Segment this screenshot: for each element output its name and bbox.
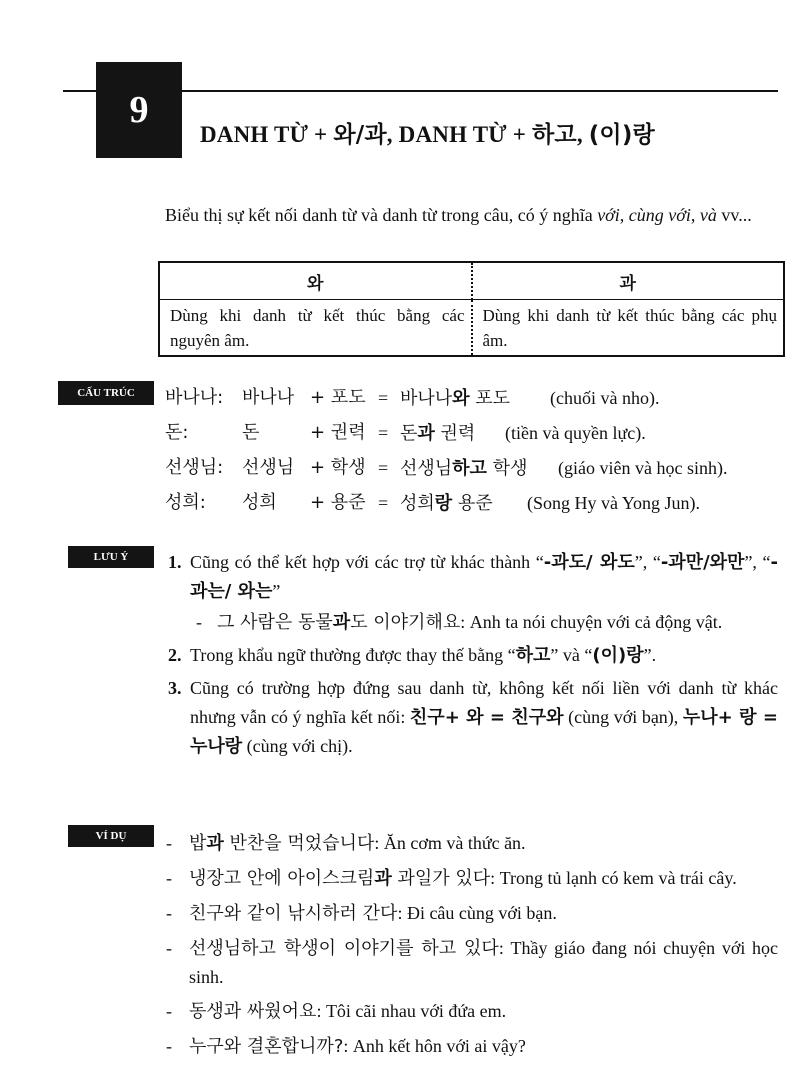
structure-result-pre: 바나나 [400, 388, 453, 409]
structure-result-particle: 과 [417, 423, 435, 444]
note-item-2 [168, 641, 778, 670]
intro-italic-2: cùng với [628, 205, 691, 225]
example-meaning: : Anh kết hôn với ai vậy? [343, 1036, 526, 1056]
example-korean: 친구와 같이 낚시하러 간다 [189, 903, 398, 924]
intro-paragraph [165, 202, 777, 229]
comparison-table [158, 261, 785, 357]
intro-italic-3: và [699, 205, 717, 225]
note-particle: 하고 [515, 645, 551, 666]
intro-sep-2: , [690, 205, 700, 225]
structure-plus: + 용준 [310, 492, 366, 513]
structure-result-pre: 성희 [400, 493, 435, 514]
list-item [166, 864, 778, 893]
note-text: Cũng có trường hợp đứng sau danh từ, không kết nối liền với danh từ khác nhưng vẫn có ý nghĩa kết nối: [190, 678, 778, 727]
table-header-row [159, 262, 784, 300]
structure-result-post: 포도 [469, 388, 511, 409]
structure-result-post: 학생 [486, 458, 528, 479]
example-korean: 동생과 싸웠어요 [189, 1001, 317, 1022]
structure-result [400, 488, 493, 519]
subexample-meaning: : Anh ta nói chuyện với cả động vật. [460, 612, 723, 632]
structure-result-pre: 선생님 [400, 458, 453, 479]
list-item [166, 997, 778, 1026]
note-text-2: (cùng với bạn), [563, 707, 683, 727]
note-particle: -과만/와만 [660, 552, 745, 573]
structure-base: 선생님 [242, 457, 295, 478]
title-korean-3: (이)랑 [588, 122, 655, 148]
list-item [166, 1032, 778, 1061]
structure-plus: + 학생 [310, 457, 366, 478]
intro-sep-1: , [619, 205, 629, 225]
note-subexample [190, 608, 778, 637]
table-header-wa: 와 [159, 262, 472, 300]
title-part1: DANH TỪ + [200, 122, 334, 147]
note-particle: -과는/ 와는 [190, 552, 778, 602]
title-korean-2: 하고 [531, 122, 577, 148]
intro-italic-1: với [597, 205, 620, 225]
lesson-title [200, 116, 655, 149]
label-example: VÍ DỤ [68, 825, 154, 847]
structure-word: 성희: [165, 492, 206, 513]
structure-equals: = [378, 423, 389, 443]
structure-word: 선생님: [165, 457, 224, 478]
structure-result-particle: 와 [452, 388, 470, 409]
note-example-1: 친구+ 와 = 친구와 [409, 707, 564, 728]
example-meaning: : Ăn cơm và thức ăn. [374, 833, 526, 853]
example-meaning: : Thầy giáo đang nói chuyện với học sinh. [189, 938, 779, 987]
title-part2: , DANH TỪ + [386, 122, 532, 147]
note-text-3: (cùng với chị). [242, 736, 353, 756]
table-header-gwa: 과 [472, 262, 785, 300]
note-item-3 [168, 674, 778, 761]
notes-list [168, 548, 778, 765]
note-item-1 [168, 548, 778, 637]
dash-bullet: - [166, 903, 172, 923]
list-item [166, 934, 778, 991]
note-number: 3. [168, 678, 182, 698]
structure-base: 바나나 [242, 387, 295, 408]
subexample-particle: 과 [332, 612, 351, 633]
table-cell-vowel: Dùng khi danh từ kết thúc bằng các nguyên âm. [170, 306, 465, 350]
example-meaning: : Tôi cãi nhau với đứa em. [316, 1001, 507, 1021]
example-korean-rest: 반찬을 먹었습니다 [223, 833, 375, 854]
example-korean: 밥 [189, 833, 207, 854]
note-sep: ” và “ [550, 645, 593, 665]
structure-word: 바나나: [165, 387, 224, 408]
example-meaning: : Trong tủ lạnh có kem và trái cây. [490, 868, 737, 888]
example-meaning: : Đi câu cùng với bạn. [397, 903, 557, 923]
structure-result-post: 권력 [434, 423, 476, 444]
structure-base: 성희 [242, 492, 277, 513]
note-number: 1. [168, 552, 182, 572]
note-sep: ”, “ [634, 552, 661, 572]
structure-equals: = [378, 493, 389, 513]
structure-plus: + 포도 [310, 387, 366, 408]
note-number: 2. [168, 645, 182, 665]
structure-meaning: (giáo viên và học sinh). [558, 458, 728, 478]
example-korean: 냉장고 안에 아이스크림 [189, 868, 375, 889]
subexample-korean: 그 사람은 동물 [217, 612, 333, 633]
dash-bullet: - [166, 868, 172, 888]
dash-bullet: - [166, 1036, 172, 1056]
structure-meaning: (Song Hy và Yong Jun). [527, 493, 701, 513]
label-structure: CẤU TRÚC [58, 381, 154, 405]
structure-meaning: (tiền và quyền lực). [505, 423, 646, 443]
intro-text-2: vv... [716, 205, 752, 225]
structure-meaning: (chuối và nho). [550, 388, 660, 408]
note-example-2: 누나+ 랑 = 누나랑 [190, 707, 778, 757]
title-part3: , [576, 122, 589, 147]
note-end: ” [272, 581, 281, 601]
example-korean-rest: 과일가 있다 [391, 868, 491, 889]
table-cell-consonant: Dùng khi danh từ kết thúc bằng các phụ âm. [472, 300, 785, 357]
example-particle: 과 [206, 833, 224, 854]
subexample-korean-end: 도 이야기해요 [350, 612, 461, 633]
dash-bullet: - [166, 833, 172, 853]
structure-equals: = [378, 388, 389, 408]
structure-result [400, 418, 475, 449]
note-particle: -과도/ 와도 [543, 552, 635, 573]
structure-word: 돈: [165, 422, 189, 443]
table-row [159, 300, 784, 357]
dash-bullet: - [166, 938, 172, 958]
dash-bullet: - [196, 612, 202, 632]
example-korean: 누구와 결혼합니까? [189, 1036, 344, 1057]
label-note: LƯU Ý [68, 546, 154, 568]
structure-base: 돈 [242, 422, 260, 443]
note-text: Cũng có thể kết hợp với các trợ từ khác thành “ [190, 552, 544, 572]
lesson-number: 9 [96, 62, 182, 158]
list-item [166, 829, 778, 858]
note-text: Trong khẩu ngữ thường được thay thế bằng “ [190, 645, 516, 665]
structure-result [400, 453, 527, 484]
structure-result-particle: 랑 [434, 493, 453, 514]
note-sep: ”, “ [744, 552, 771, 572]
intro-text-1: Biểu thị sự kết nối danh từ và danh từ trong câu, có ý nghĩa [165, 205, 598, 225]
structure-equals: = [378, 458, 389, 478]
example-korean: 선생님하고 학생이 이야기를 하고 있다 [189, 938, 499, 959]
structure-plus: + 권력 [310, 422, 366, 443]
examples-list [166, 829, 778, 1067]
structure-result-particle: 하고 [452, 458, 487, 479]
list-item [166, 899, 778, 928]
note-end: ”. [643, 645, 657, 665]
structure-result-pre: 돈 [400, 423, 418, 444]
structure-result [400, 383, 510, 414]
example-particle: 과 [374, 868, 392, 889]
dash-bullet: - [166, 1001, 172, 1021]
title-korean-1: 와/과 [333, 122, 387, 148]
structure-result-post: 용준 [452, 493, 493, 514]
note-particle: (이)랑 [592, 645, 644, 666]
